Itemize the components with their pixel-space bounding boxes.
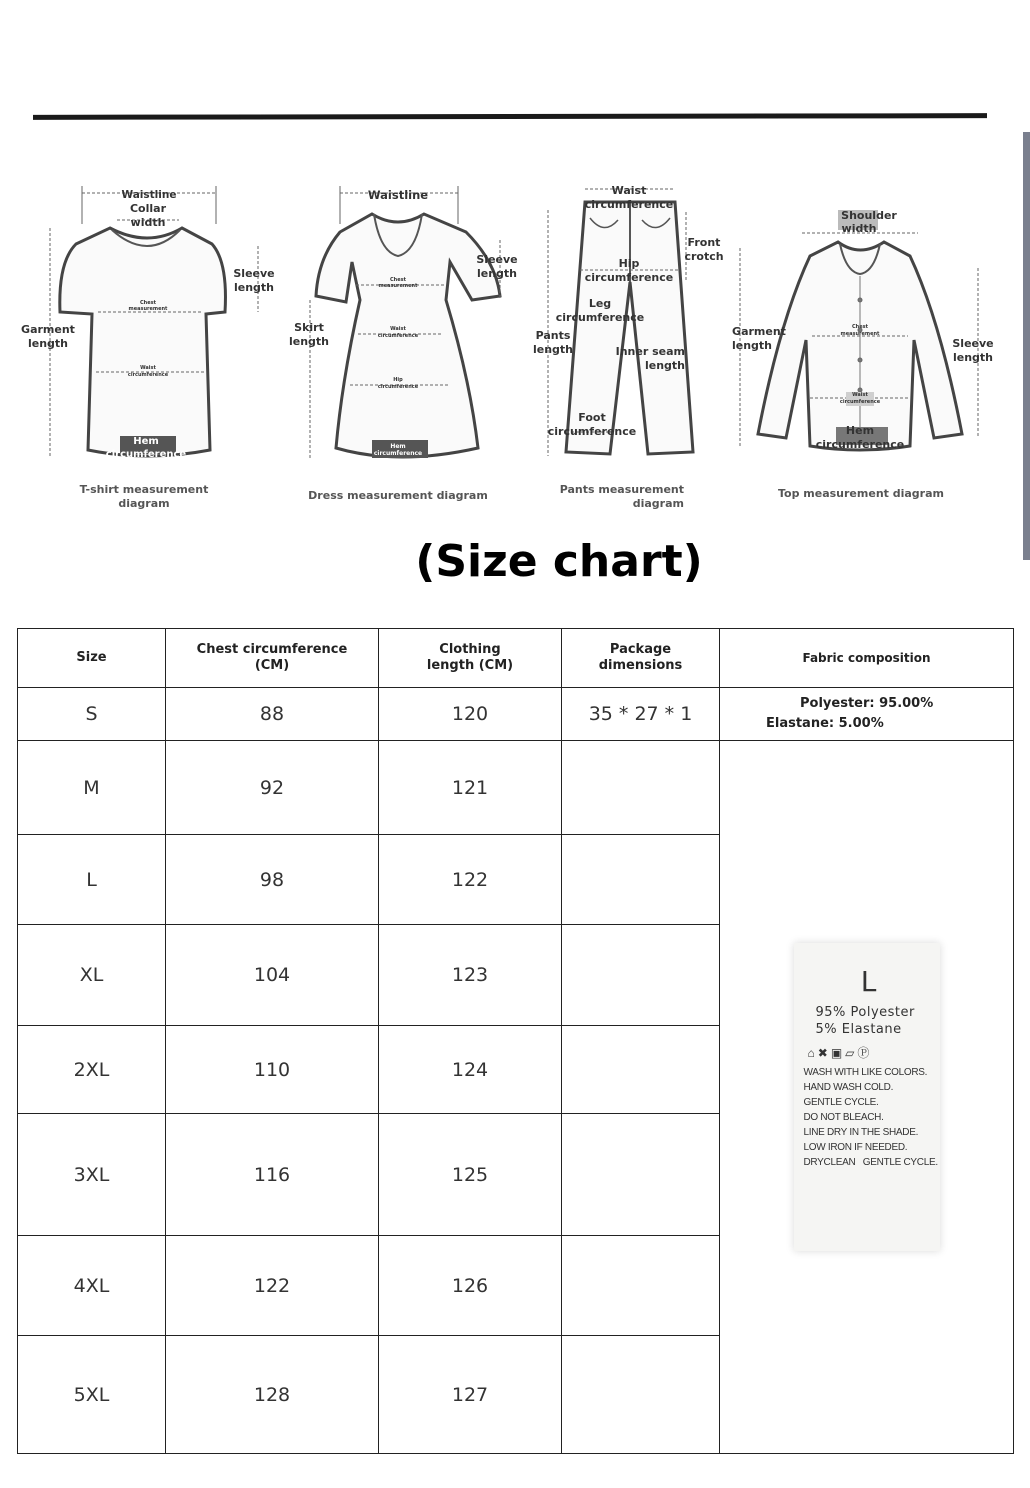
chest-cell: 92	[166, 741, 379, 835]
size-cell: L	[18, 835, 166, 925]
top-chest-label-2: measurement	[840, 331, 880, 337]
size-cell: 5XL	[18, 1336, 166, 1454]
tshirt-waist-label: Waist	[140, 365, 156, 371]
dress-sleeve-label: Sleeve	[476, 253, 518, 266]
top-waist-label-2: circumference	[839, 399, 881, 405]
pants-foot-label-2: circumference	[547, 425, 637, 438]
care-label-fiber-2: 5% Elastane	[815, 1022, 902, 1037]
care-label-cell	[720, 741, 1014, 1454]
top-caption: Top measurement diagram	[777, 487, 945, 500]
length-cell: 123	[379, 925, 562, 1026]
dress-hip-label: Hip	[393, 377, 403, 383]
size-cell: 4XL	[18, 1236, 166, 1336]
top-garment-label-2: length	[731, 339, 773, 352]
header-length	[379, 629, 562, 688]
pants-caption: Pants measurement	[559, 483, 684, 496]
care-label-size: L	[860, 965, 877, 998]
package-cell	[562, 1236, 720, 1336]
dress-caption: Dress measurement diagram	[308, 489, 488, 502]
length-cell: 127	[379, 1336, 562, 1454]
care-instruction: LOW IRON IF NEEDED.	[803, 1142, 908, 1153]
top-chest-label: Chest	[852, 324, 868, 330]
dress-waistline-label: Waistline	[367, 188, 429, 202]
size-cell: S	[18, 688, 166, 741]
dry-clean-icon: Ⓟ	[857, 1046, 873, 1060]
package-dimensions-cell: 35 * 27 * 1	[562, 688, 720, 741]
length-cell: 124	[379, 1026, 562, 1114]
pants-hip-label: Hip	[618, 257, 640, 270]
pants-caption-2: diagram	[632, 497, 684, 510]
tshirt-sleeve-label-2: length	[233, 281, 275, 294]
length-cell: 122	[379, 835, 562, 925]
wash-tub-icon: ⌂	[807, 1046, 818, 1060]
header-length-line-2: length (CM)	[426, 658, 514, 673]
iron-icon: ▱	[845, 1046, 858, 1060]
top-hem-label: Hem	[845, 424, 875, 437]
header-divider	[33, 113, 987, 120]
tshirt-waist-label-2: circumference	[127, 372, 169, 378]
pants-length-label: Pants	[535, 329, 571, 342]
chest-cell: 104	[166, 925, 379, 1026]
page-title: (Size chart)	[415, 536, 703, 587]
top-hem-label-2: circumference	[815, 438, 905, 451]
header-chest-line-1: Chest circumference	[196, 642, 348, 657]
pants-front-crotch-label: Front	[687, 236, 721, 249]
pants-waist-label-2: circumference	[584, 198, 674, 211]
pants-foot-label: Foot	[578, 411, 606, 424]
top-shoulder-label-2: width	[841, 222, 877, 235]
care-instruction: DRYCLEAN GENTLE CYCLE.	[803, 1157, 938, 1168]
pants-front-crotch-label-2: crotch	[684, 250, 724, 263]
header-fabric: Fabric composition	[720, 629, 1014, 688]
tshirt-caption-2: diagram	[118, 497, 170, 510]
size-cell: M	[18, 741, 166, 835]
table-row	[18, 741, 1014, 835]
pants-hip-label-2: circumference	[584, 271, 674, 284]
header-package	[562, 629, 720, 688]
tshirt-caption: T-shirt measurement	[79, 483, 209, 496]
size-chart-table	[17, 628, 1014, 1454]
fabric-composition-cell	[720, 688, 1014, 741]
tshirt-garment-label-2: length	[27, 337, 69, 350]
header-length-line-1: Clothing	[439, 642, 501, 657]
care-instruction: LINE DRY IN THE SHADE.	[803, 1127, 919, 1138]
size-cell: XL	[18, 925, 166, 1026]
dress-chest-label-2: measurement	[378, 283, 418, 289]
care-instruction: WASH WITH LIKE COLORS.	[803, 1067, 928, 1078]
table-header-row	[18, 629, 1014, 688]
tumble-dry-icon: ▣	[830, 1046, 846, 1060]
tshirt-collar-label: Collar	[129, 202, 167, 215]
top-waist-label: Waist	[852, 392, 868, 398]
dress-waist-label: Waist	[390, 326, 406, 332]
header-package-line-1: Package	[609, 642, 672, 657]
tshirt-collar-label-2: width	[130, 216, 166, 229]
tshirt-outline	[60, 228, 226, 456]
header-size: Size	[18, 629, 166, 688]
pants-length-label-2: length	[532, 343, 574, 356]
package-cell	[562, 1114, 720, 1236]
package-cell	[562, 835, 720, 925]
tshirt-chest-label: Chest	[140, 300, 156, 306]
package-cell	[562, 741, 720, 835]
care-label-fiber-1: 95% Polyester	[815, 1005, 915, 1020]
package-cell	[562, 1336, 720, 1454]
pants-inner-seam-label-2: length	[644, 359, 685, 372]
chest-cell: 128	[166, 1336, 379, 1454]
length-cell: 125	[379, 1114, 562, 1236]
care-label-image	[794, 943, 940, 1251]
tshirt-hem-label-2: circumference	[105, 449, 187, 460]
chest-cell: 122	[166, 1236, 379, 1336]
tshirt-garment-label: Garment	[21, 323, 75, 336]
length-cell: 126	[379, 1236, 562, 1336]
dress-hip-label-2: circumference	[377, 384, 419, 390]
chest-cell: 110	[166, 1026, 379, 1114]
header-package-line-2: dimensions	[598, 658, 683, 673]
size-cell: 2XL	[18, 1026, 166, 1114]
package-cell	[562, 925, 720, 1026]
header-chest	[166, 629, 379, 688]
chest-cell: 98	[166, 835, 379, 925]
dress-sleeve-label-2: length	[476, 267, 518, 280]
pants-inner-seam-label: Inner seam	[615, 345, 685, 358]
care-symbols	[808, 1044, 934, 1061]
fabric-elastane: Elastane: 5.00%	[766, 716, 884, 731]
pants-leg-label: Leg	[588, 297, 612, 310]
pants-waist-label: Waist	[611, 184, 647, 197]
header-chest-line-2: (CM)	[254, 658, 290, 673]
top-sleeve-label-2: length	[952, 351, 994, 364]
tshirt-sleeve-label: Sleeve	[233, 267, 275, 280]
pants-leg-label-2: circumference	[555, 311, 645, 324]
top-shoulder-label: Shoulder	[841, 209, 897, 222]
dress-hem-label-2: circumference	[373, 450, 423, 457]
chest-cell: 116	[166, 1114, 379, 1236]
care-instruction: HAND WASH COLD.	[803, 1082, 894, 1093]
top-garment-label: Garment	[732, 325, 786, 338]
tshirt-chest-label-2: measurement	[128, 306, 168, 312]
package-cell	[562, 1026, 720, 1114]
tshirt-hem-label: Hem	[133, 436, 159, 447]
care-instruction: DO NOT BLEACH.	[803, 1112, 884, 1123]
measurement-diagrams	[0, 170, 1030, 520]
chest-cell: 88	[166, 688, 379, 741]
top-sleeve-label: Sleeve	[952, 337, 994, 350]
no-bleach-icon: ✖	[817, 1046, 831, 1060]
dress-hem-label: Hem	[390, 443, 406, 450]
length-cell: 121	[379, 741, 562, 835]
dress-skirt-label: Skirt	[294, 321, 324, 334]
dress-chest-label: Chest	[390, 277, 406, 283]
size-cell: 3XL	[18, 1114, 166, 1236]
table-row	[18, 688, 1014, 741]
dress-skirt-label-2: length	[288, 335, 330, 348]
care-instruction: GENTLE CYCLE.	[803, 1097, 879, 1108]
fabric-polyester: Polyester: 95.00%	[800, 696, 934, 711]
tshirt-waistline-label: Waistline	[121, 189, 177, 201]
dress-waist-label-2: circumference	[377, 333, 419, 339]
length-cell: 120	[379, 688, 562, 741]
